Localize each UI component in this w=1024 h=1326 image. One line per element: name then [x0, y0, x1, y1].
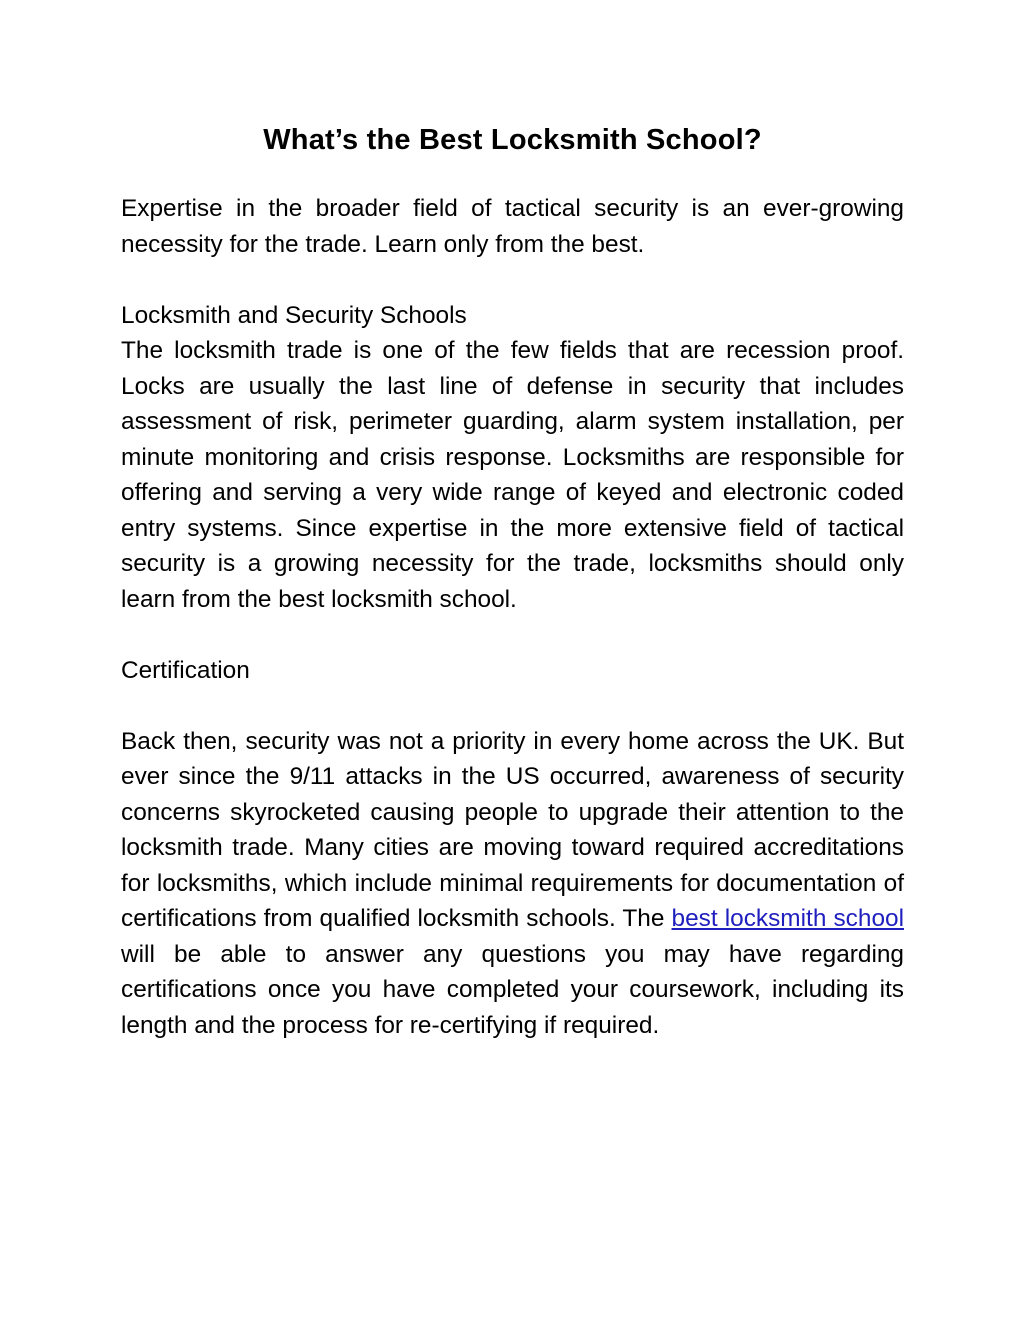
- certification-text-after-link: will be able to answer any questions you may have regarding certifications once you have completed your coursework, including its length and the process for re-certifying if required.: [121, 940, 904, 1039]
- page-title: What’s the Best Locksmith School?: [263, 124, 762, 156]
- best-locksmith-school-link[interactable]: best locksmith school: [671, 905, 904, 932]
- document-page: [121, 118, 904, 1043]
- section-heading-certification: Certification: [121, 656, 250, 684]
- certification-text-before-link: Back then, security was not a priority in every home across the UK. But ever since the 9/11 attacks in the US occurred, awareness of security concerns skyrocketed causing people to upgrade their attention to the locksmith trade. Many cities are moving toward required accreditations for locksmiths, which include minimal requirements for documentation of certifications from qualified locksmith schools. The: [121, 727, 904, 932]
- certification-paragraph: [121, 724, 904, 1044]
- schools-paragraph: The locksmith trade is one of the few fields that are recession proof. Locks are usually the last line of defense in security that includes assessment of risk, perimeter guarding, alarm system installation, per minute monitoring and crisis response. Locksmiths are responsible for offering and serving a very wide range of keyed and electronic coded entry systems. Since expertise in the more extensive field of tactical security is a growing necessity for the trade, locksmiths should only learn from the best locksmith school.: [121, 337, 904, 613]
- section-heading-schools: Locksmith and Security Schools: [121, 301, 467, 329]
- intro-paragraph: Expertise in the broader field of tactical security is an ever-growing necessity for the trade. Learn only from the best.: [121, 195, 904, 258]
